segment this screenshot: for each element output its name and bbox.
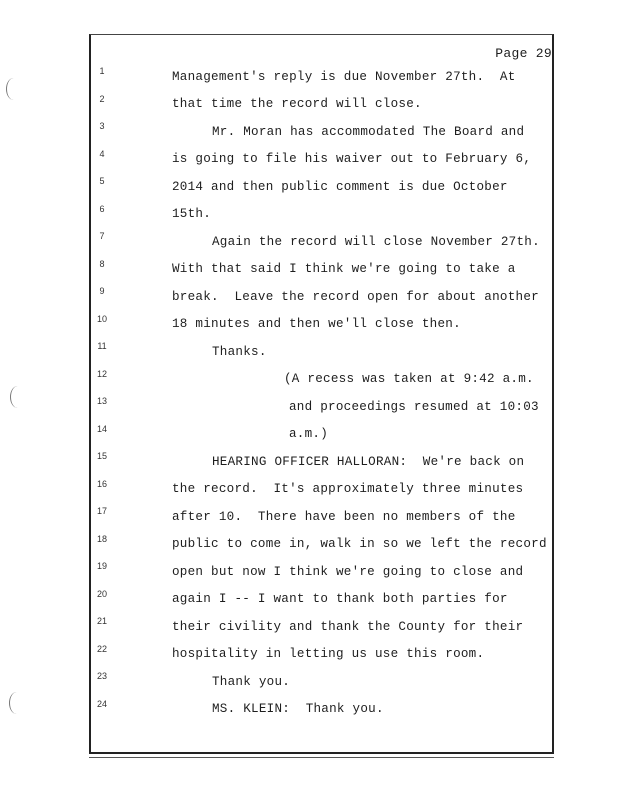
line-number: 9 — [99, 286, 105, 296]
line-number: 17 — [96, 506, 107, 516]
line-number: 16 — [96, 479, 107, 489]
transcript-line: that time the record will close. — [172, 97, 422, 111]
transcript-line: 18 minutes and then we'll close then. — [172, 317, 461, 331]
line-number: 23 — [96, 671, 107, 681]
transcript-line: Again the record will close November 27th. — [212, 235, 540, 249]
line-number: 20 — [96, 589, 107, 599]
bottom-rule-secondary — [89, 757, 554, 758]
line-number: 8 — [99, 259, 105, 269]
transcript-line: hospitality in letting us use this room. — [172, 647, 485, 661]
transcript-line: 2014 and then public comment is due October — [172, 180, 508, 194]
line-number: 13 — [96, 396, 107, 406]
transcript-line: the record. It's approximately three minutes — [172, 482, 524, 496]
line-number: 4 — [99, 149, 105, 159]
transcript-line: their civility and thank the County for their — [172, 620, 524, 634]
page-number: Page 29 — [495, 46, 552, 61]
transcript-line: a.m.) — [289, 427, 329, 441]
line-number: 10 — [96, 314, 107, 324]
line-number: 5 — [99, 176, 105, 186]
speaker-line: MS. KLEIN: Thank you. — [212, 702, 384, 716]
binder-hole-mark — [10, 386, 25, 408]
line-number: 12 — [96, 369, 107, 379]
transcript-line: Thank you. — [212, 675, 291, 689]
line-number: 3 — [99, 121, 105, 131]
line-number: 14 — [96, 424, 107, 434]
transcript-line: (A recess was taken at 9:42 a.m. — [284, 372, 534, 386]
transcript-line: With that said I think we're going to take a — [172, 262, 516, 276]
line-number: 19 — [96, 561, 107, 571]
line-number: 21 — [96, 616, 107, 626]
line-number: 1 — [99, 66, 105, 76]
line-number: 6 — [99, 204, 105, 214]
binder-hole-mark — [9, 692, 24, 714]
line-number: 7 — [99, 231, 105, 241]
bottom-rule — [89, 752, 554, 754]
transcript-line: Management's reply is due November 27th. At — [172, 70, 516, 84]
line-number: 2 — [99, 94, 105, 104]
transcript-line: and proceedings resumed at 10:03 — [289, 400, 539, 414]
transcript-line: is going to file his waiver out to February 6, — [172, 152, 532, 166]
line-number: 11 — [97, 341, 107, 351]
transcript-page-frame — [89, 34, 554, 752]
line-number: 22 — [96, 644, 107, 654]
transcript-line: 15th. — [172, 207, 212, 221]
transcript-line: break. Leave the record open for about another — [172, 290, 539, 304]
transcript-line: Mr. Moran has accommodated The Board and — [212, 125, 525, 139]
speaker-line: HEARING OFFICER HALLORAN: We're back on — [212, 455, 525, 469]
transcript-line: after 10. There have been no members of the — [172, 510, 516, 524]
transcript-line: public to come in, walk in so we left the record — [172, 537, 547, 551]
transcript-line: again I -- I want to thank both parties for — [172, 592, 508, 606]
transcript-line: open but now I think we're going to close and — [172, 565, 524, 579]
line-number: 15 — [96, 451, 107, 461]
binder-hole-mark — [6, 78, 21, 100]
line-number: 18 — [96, 534, 107, 544]
transcript-line: Thanks. — [212, 345, 267, 359]
line-number: 24 — [96, 699, 107, 709]
